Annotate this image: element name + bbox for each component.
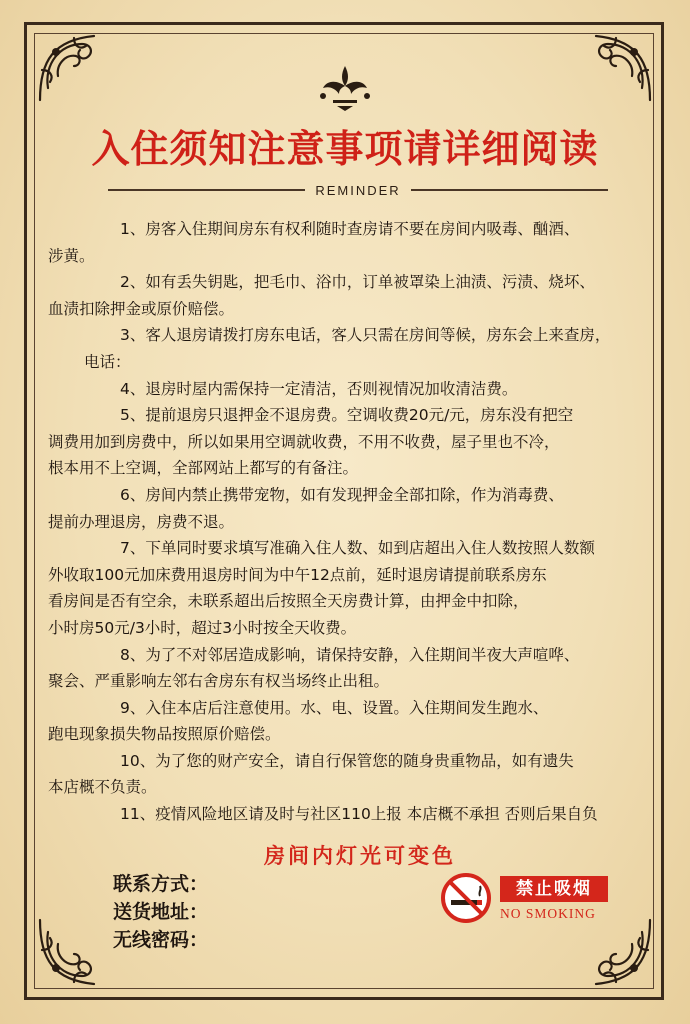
divider-line bbox=[411, 189, 608, 191]
rule-item: 6、房间内禁止携带宠物，如有发现押金全部扣除，作为消毒费、 提前办理退房，房费不退。 bbox=[48, 485, 564, 531]
no-smoking-icon bbox=[440, 872, 492, 924]
reminder-divider bbox=[108, 180, 608, 200]
corner-ornament-icon bbox=[34, 30, 114, 110]
rule-item: 3、客人退房请拨打房东电话，客人只需在房间等候，房东会上来查房， 电话： bbox=[84, 326, 611, 371]
reminder-label: REMINDER bbox=[315, 182, 401, 198]
rule-item: 2、如有丢失钥匙，把毛巾、浴巾，订单被罩染上油渍、污渍、烧坏、 血渍扣除押金或原价赔偿。 bbox=[48, 273, 595, 318]
no-smoking-cn: 禁止吸烟 bbox=[500, 876, 608, 902]
no-smoking-sign bbox=[440, 872, 610, 932]
corner-ornament-icon bbox=[34, 910, 114, 990]
rule-item: 4、退房时屋内需保持一定清洁，否则视情况加收清洁费。 bbox=[120, 379, 518, 398]
address-label: 送货地址： bbox=[113, 901, 209, 923]
wifi-label: 无线密码： bbox=[113, 929, 209, 951]
rules-list bbox=[48, 216, 644, 828]
rule-item: 5、提前退房只退押金不退房费。空调收费20元/元，房东没有把空 调费用加到房费中，所以如果用空调就收费，不用不收费，屋子里也不冷， 根本用不上空调，全部网站上都写的有备注。 bbox=[48, 406, 574, 478]
phone-label: 联系方式： bbox=[113, 873, 209, 895]
fleur-ornament-icon bbox=[315, 64, 375, 112]
contact-block bbox=[113, 870, 208, 954]
rule-item: 8、为了不对邻居造成影响，请保持安静，入住期间半夜大声喧哗、 聚会、严重影响左邻右舍房东有权当场终止出租。 bbox=[48, 645, 580, 691]
divider-line bbox=[108, 189, 305, 191]
light-note: 房间内灯光可变色 bbox=[264, 843, 456, 868]
rule-item: 1、房客入住期间房东有权利随时查房请不要在房间内吸毒、酗酒、 涉黄。 bbox=[48, 220, 580, 265]
rule-item: 9、入住本店后注意使用。水、电、设置。入住期间发生跑水、 跑电现象损失物品按照原价赔偿。 bbox=[48, 698, 549, 744]
rule-item: 7、下单同时要求填写准确入住人数、如到店超出入住人数按照人数额 外收取100元加床费用退房时间为中午12点前，延时退房请提前联系房东 看房间是否有空余，未联系超出后按照全天房费计算，由押金中扣除， 小时房50元/3小时，超过3小时按全天收费。 bbox=[48, 539, 595, 637]
corner-ornament-icon bbox=[576, 30, 656, 110]
no-smoking-en: NO SMOKING bbox=[500, 906, 596, 921]
rule-item: 10、为了您的财产安全，请自行保管您的随身贵重物品，如有遗失 本店概不负责。 bbox=[48, 751, 574, 797]
rule-item: 11、疫情风险地区请及时与社区110上报 本店概不承担 否则后果自负 bbox=[120, 805, 598, 824]
page-title: 入住须知注意事项请详细阅读 bbox=[91, 127, 599, 171]
